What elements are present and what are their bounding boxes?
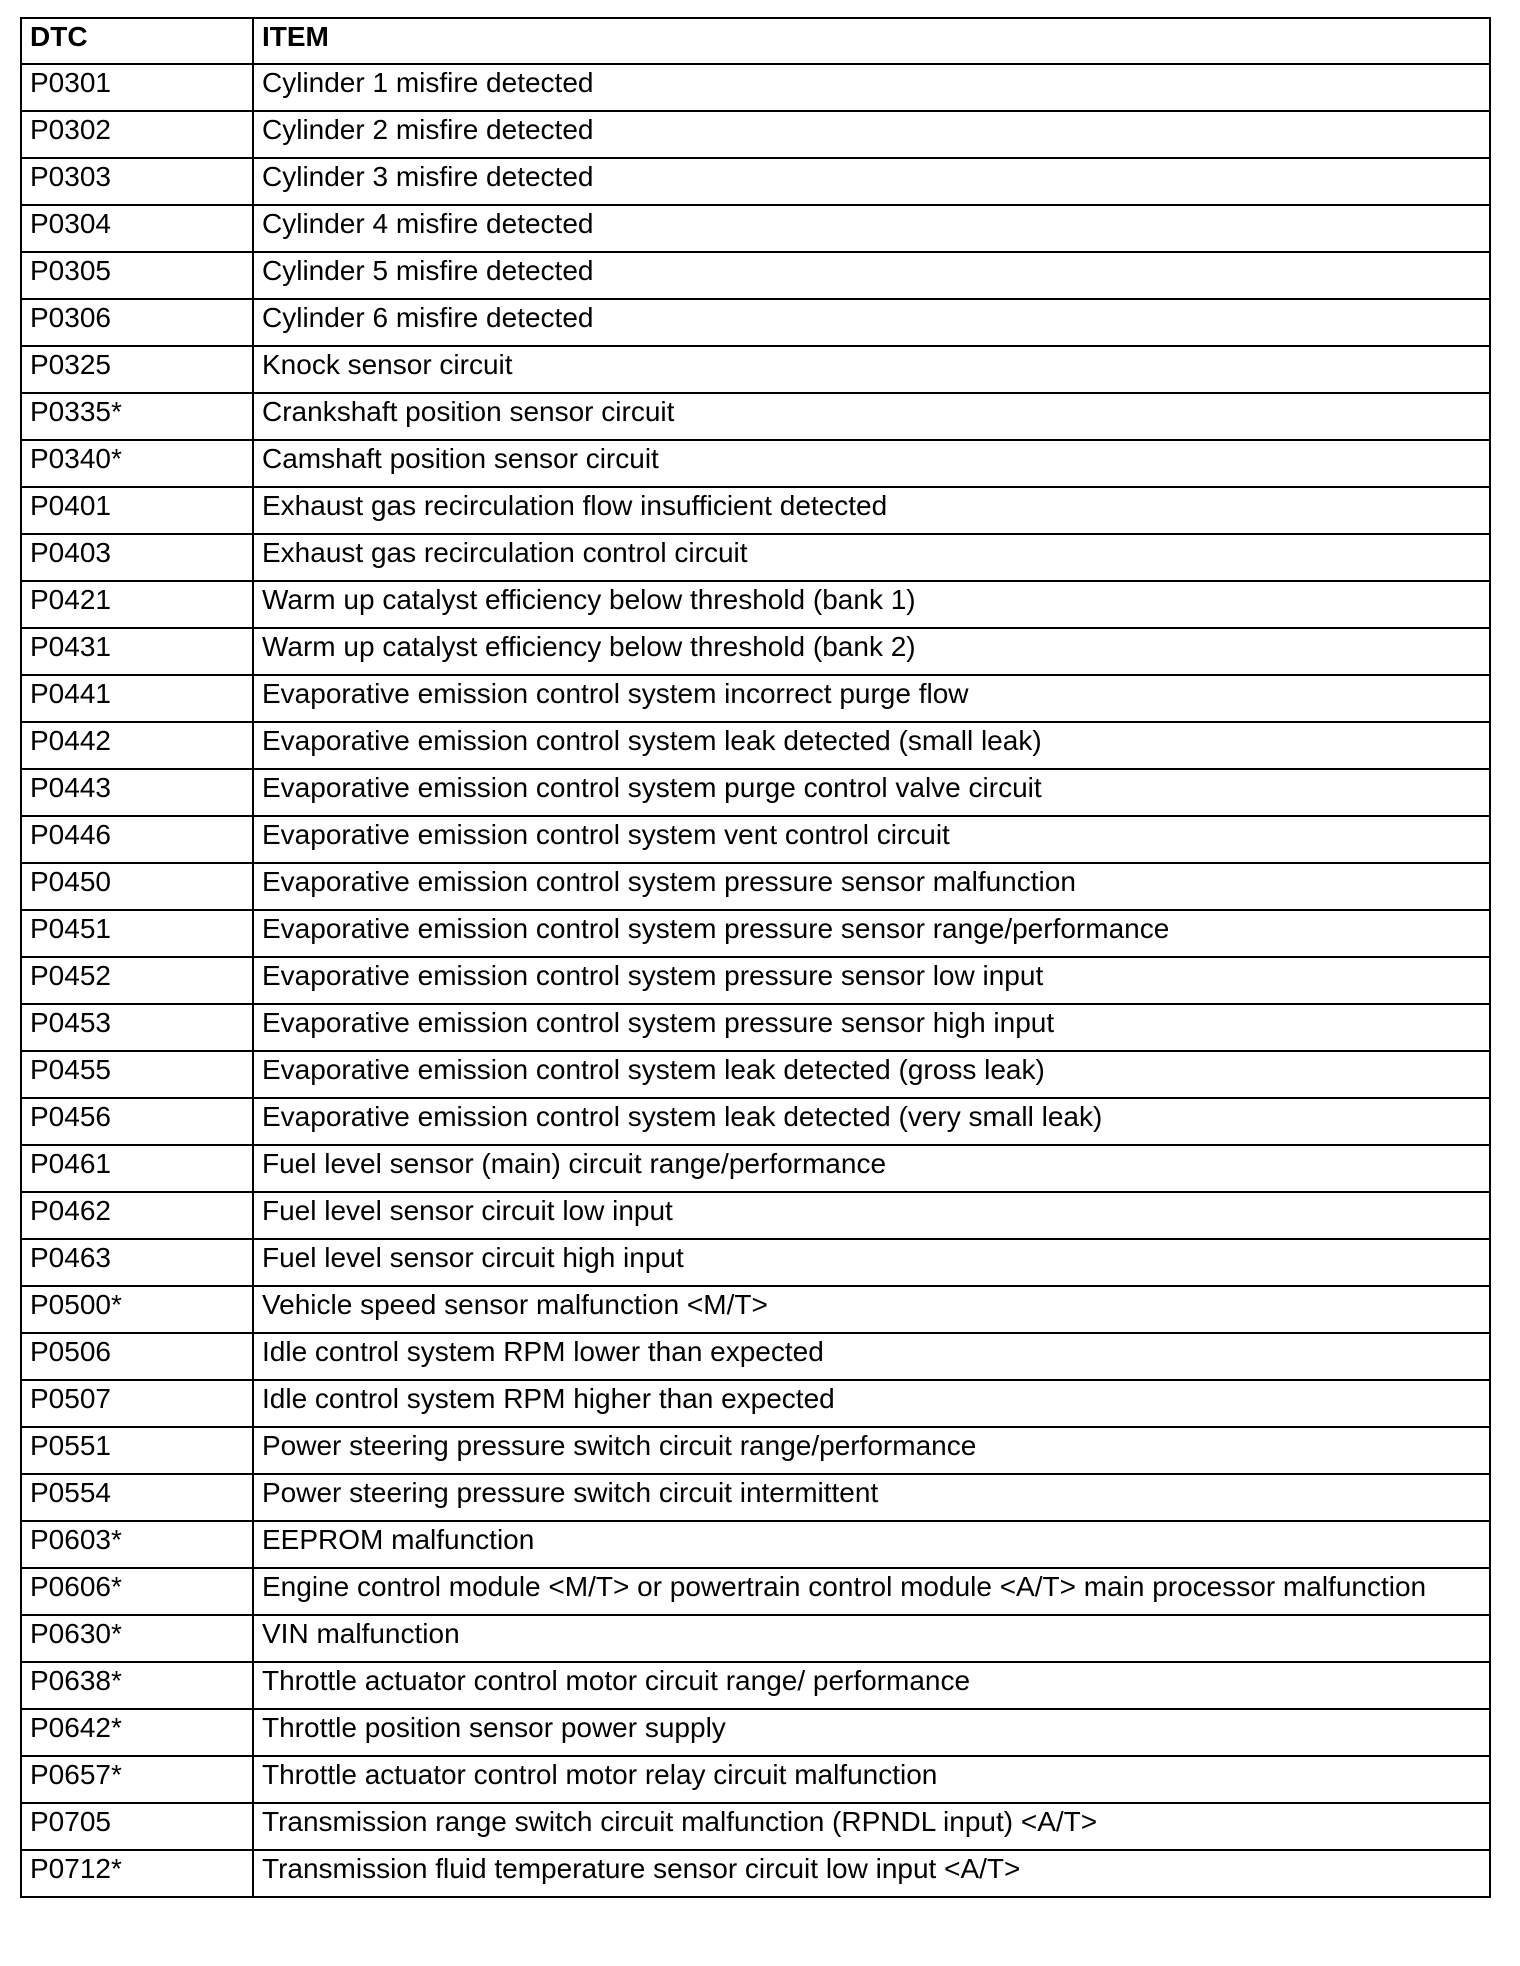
- table-row: [21, 252, 1490, 299]
- dtc-code-cell: P0606*: [21, 1568, 253, 1615]
- item-description-cell: Warm up catalyst efficiency below threshold (bank 1): [253, 581, 1490, 628]
- item-description-cell: Throttle position sensor power supply: [253, 1709, 1490, 1756]
- dtc-code-cell: P0306: [21, 299, 253, 346]
- table-row: [21, 1662, 1490, 1709]
- dtc-code-cell: P0401: [21, 487, 253, 534]
- dtc-code-cell: P0446: [21, 816, 253, 863]
- dtc-code-cell: P0642*: [21, 1709, 253, 1756]
- dtc-code-cell: P0431: [21, 628, 253, 675]
- item-description-cell: Fuel level sensor circuit low input: [253, 1192, 1490, 1239]
- table-row: [21, 1004, 1490, 1051]
- dtc-code-cell: P0462: [21, 1192, 253, 1239]
- dtc-code-cell: P0712*: [21, 1850, 253, 1897]
- dtc-code-cell: P0340*: [21, 440, 253, 487]
- item-description-cell: Evaporative emission control system leak detected (gross leak): [253, 1051, 1490, 1098]
- item-description-cell: Knock sensor circuit: [253, 346, 1490, 393]
- header-dtc: DTC: [21, 18, 253, 64]
- item-description-cell: Cylinder 1 misfire detected: [253, 64, 1490, 111]
- table-row: [21, 1427, 1490, 1474]
- item-description-cell: Evaporative emission control system vent control circuit: [253, 816, 1490, 863]
- table-row: [21, 1286, 1490, 1333]
- dtc-code-cell: P0507: [21, 1380, 253, 1427]
- item-description-cell: Crankshaft position sensor circuit: [253, 393, 1490, 440]
- item-description-cell: Transmission fluid temperature sensor circuit low input <A/T>: [253, 1850, 1490, 1897]
- item-description-cell: Idle control system RPM higher than expected: [253, 1380, 1490, 1427]
- table-row: [21, 64, 1490, 111]
- table-row: [21, 628, 1490, 675]
- table-row: [21, 863, 1490, 910]
- table-row: [21, 1051, 1490, 1098]
- dtc-code-cell: P0304: [21, 205, 253, 252]
- dtc-code-cell: P0506: [21, 1333, 253, 1380]
- item-description-cell: Power steering pressure switch circuit intermittent: [253, 1474, 1490, 1521]
- item-description-cell: Evaporative emission control system leak detected (small leak): [253, 722, 1490, 769]
- item-description-cell: Power steering pressure switch circuit range/performance: [253, 1427, 1490, 1474]
- item-description-cell: Evaporative emission control system pressure sensor malfunction: [253, 863, 1490, 910]
- item-description-cell: Evaporative emission control system purge control valve circuit: [253, 769, 1490, 816]
- dtc-table: [20, 17, 1491, 1898]
- item-description-cell: Exhaust gas recirculation control circuit: [253, 534, 1490, 581]
- table-row: [21, 487, 1490, 534]
- table-row: [21, 722, 1490, 769]
- item-description-cell: Transmission range switch circuit malfunction (RPNDL input) <A/T>: [253, 1803, 1490, 1850]
- table-row: [21, 346, 1490, 393]
- table-row: [21, 769, 1490, 816]
- item-description-cell: EEPROM malfunction: [253, 1521, 1490, 1568]
- header-row: [21, 18, 1490, 64]
- item-description-cell: Vehicle speed sensor malfunction <M/T>: [253, 1286, 1490, 1333]
- dtc-code-cell: P0443: [21, 769, 253, 816]
- table-body: [21, 64, 1490, 1897]
- table-row: [21, 1098, 1490, 1145]
- table-row: [21, 534, 1490, 581]
- table-row: [21, 1239, 1490, 1286]
- item-description-cell: Engine control module <M/T> or powertrain control module <A/T> main processor malfunction: [253, 1568, 1490, 1615]
- header-item: ITEM: [253, 18, 1490, 64]
- table-row: [21, 1615, 1490, 1662]
- dtc-code-cell: P0500*: [21, 1286, 253, 1333]
- item-description-cell: Evaporative emission control system pressure sensor range/performance: [253, 910, 1490, 957]
- dtc-code-cell: P0603*: [21, 1521, 253, 1568]
- table-row: [21, 1756, 1490, 1803]
- item-description-cell: Throttle actuator control motor circuit range/ performance: [253, 1662, 1490, 1709]
- item-description-cell: Evaporative emission control system incorrect purge flow: [253, 675, 1490, 722]
- dtc-code-cell: P0335*: [21, 393, 253, 440]
- item-description-cell: Cylinder 2 misfire detected: [253, 111, 1490, 158]
- table-row: [21, 111, 1490, 158]
- dtc-code-cell: P0705: [21, 1803, 253, 1850]
- item-description-cell: Throttle actuator control motor relay circuit malfunction: [253, 1756, 1490, 1803]
- item-description-cell: Evaporative emission control system pressure sensor high input: [253, 1004, 1490, 1051]
- table-row: [21, 205, 1490, 252]
- item-description-cell: Exhaust gas recirculation flow insufficient detected: [253, 487, 1490, 534]
- dtc-code-cell: P0403: [21, 534, 253, 581]
- item-description-cell: Cylinder 3 misfire detected: [253, 158, 1490, 205]
- table-row: [21, 581, 1490, 628]
- dtc-code-cell: P0630*: [21, 1615, 253, 1662]
- table-row: [21, 675, 1490, 722]
- dtc-code-cell: P0456: [21, 1098, 253, 1145]
- table-row: [21, 957, 1490, 1004]
- item-description-cell: Evaporative emission control system pressure sensor low input: [253, 957, 1490, 1004]
- dtc-code-cell: P0451: [21, 910, 253, 957]
- table-row: [21, 299, 1490, 346]
- item-description-cell: Idle control system RPM lower than expected: [253, 1333, 1490, 1380]
- table-row: [21, 1709, 1490, 1756]
- table-row: [21, 1145, 1490, 1192]
- item-description-cell: VIN malfunction: [253, 1615, 1490, 1662]
- item-description-cell: Warm up catalyst efficiency below threshold (bank 2): [253, 628, 1490, 675]
- table-row: [21, 816, 1490, 863]
- table-row: [21, 1192, 1490, 1239]
- table-row: [21, 1474, 1490, 1521]
- dtc-code-cell: P0461: [21, 1145, 253, 1192]
- table-row: [21, 1521, 1490, 1568]
- item-description-cell: Evaporative emission control system leak detected (very small leak): [253, 1098, 1490, 1145]
- dtc-code-cell: P0554: [21, 1474, 253, 1521]
- dtc-code-cell: P0442: [21, 722, 253, 769]
- item-description-cell: Cylinder 4 misfire detected: [253, 205, 1490, 252]
- dtc-code-cell: P0638*: [21, 1662, 253, 1709]
- dtc-code-cell: P0455: [21, 1051, 253, 1098]
- dtc-code-cell: P0452: [21, 957, 253, 1004]
- dtc-code-cell: P0463: [21, 1239, 253, 1286]
- dtc-code-cell: P0301: [21, 64, 253, 111]
- item-description-cell: Fuel level sensor (main) circuit range/performance: [253, 1145, 1490, 1192]
- dtc-code-cell: P0450: [21, 863, 253, 910]
- table-row: [21, 1803, 1490, 1850]
- item-description-cell: Camshaft position sensor circuit: [253, 440, 1490, 487]
- table-row: [21, 440, 1490, 487]
- item-description-cell: Cylinder 5 misfire detected: [253, 252, 1490, 299]
- table-row: [21, 1850, 1490, 1897]
- dtc-code-cell: P0551: [21, 1427, 253, 1474]
- dtc-code-cell: P0303: [21, 158, 253, 205]
- dtc-code-cell: P0453: [21, 1004, 253, 1051]
- table-row: [21, 393, 1490, 440]
- dtc-code-cell: P0305: [21, 252, 253, 299]
- dtc-code-cell: P0302: [21, 111, 253, 158]
- table-row: [21, 158, 1490, 205]
- table-row: [21, 910, 1490, 957]
- table-row: [21, 1333, 1490, 1380]
- dtc-code-cell: P0421: [21, 581, 253, 628]
- table-row: [21, 1380, 1490, 1427]
- item-description-cell: Fuel level sensor circuit high input: [253, 1239, 1490, 1286]
- dtc-code-cell: P0325: [21, 346, 253, 393]
- dtc-code-cell: P0657*: [21, 1756, 253, 1803]
- item-description-cell: Cylinder 6 misfire detected: [253, 299, 1490, 346]
- dtc-code-cell: P0441: [21, 675, 253, 722]
- table-row: [21, 1568, 1490, 1615]
